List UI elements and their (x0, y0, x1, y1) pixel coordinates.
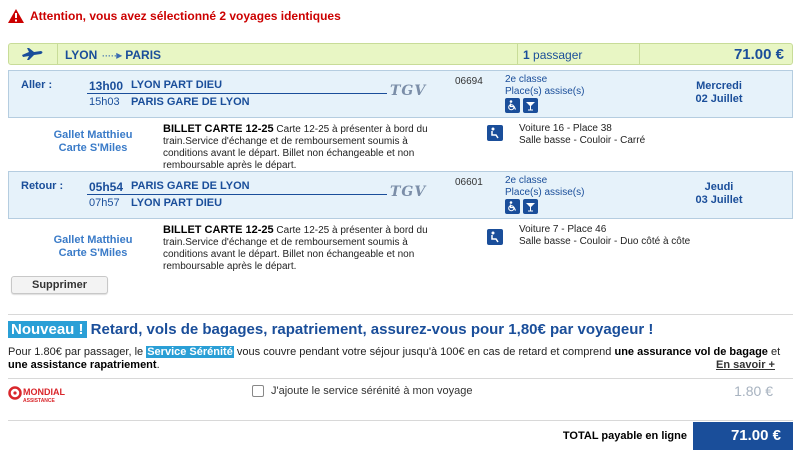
fare-description: Carte 12-25 à présenter à bord du train.Service d'échange et de remboursement soumis à conditions avant le départ. Billet non échangeable et non remboursable après le départ. (163, 225, 428, 272)
bar-cocktail-icon (523, 98, 538, 113)
learn-more-link[interactable]: En savoir + (715, 359, 775, 371)
wheelchair-icon (505, 98, 520, 113)
transport-icon (19, 47, 45, 63)
travel-day-date: 02 Juillet (695, 93, 743, 105)
seat-icon (487, 229, 503, 245)
passenger-count (523, 48, 582, 62)
travel-class: 2e classe (505, 175, 548, 186)
seat-location: Voiture 16 - Place 38 (519, 123, 612, 134)
fare-title: BILLET CARTE 12-25 (163, 224, 274, 236)
travel-class: 2e classe (505, 74, 548, 85)
warning-triangle-icon (8, 9, 24, 23)
promo-title-text: Retard, vols de bagages, rapatriement, assurez-vous pour 1,80€ par voyageur ! (86, 321, 654, 338)
tgv-logo: TGV (390, 83, 427, 99)
travel-day: Mercredi (696, 80, 742, 92)
promo-text-2: vous couvre pendant votre séjour jusqu'à 100€ en cas de retard et comprend (233, 346, 615, 358)
logo-brand-sub: ASSISTANCE (23, 398, 55, 404)
seat-details: Salle basse - Couloir - Carré (519, 135, 646, 146)
passenger-name: Gallet Matthieu (53, 234, 133, 246)
leg-label: Aller : (21, 79, 53, 91)
new-badge: Nouveau ! (8, 321, 87, 338)
mondial-assistance-logo (8, 383, 80, 405)
passenger-name: Gallet Matthieu (53, 129, 133, 141)
passenger-name-card (38, 234, 148, 260)
passenger-card: Carte S'Miles (58, 142, 128, 154)
total-label: TOTAL payable en ligne (562, 430, 687, 442)
divider (8, 314, 793, 315)
warning-text: Attention, vous avez sélectionné 2 voyages identiques (30, 9, 341, 23)
wheelchair-icon (505, 199, 520, 214)
arrival-station: LYON PART DIEU (131, 197, 223, 209)
promo-text-and: et (767, 346, 781, 358)
serenite-option[interactable] (252, 385, 472, 397)
arrival-time: 15h03 (89, 96, 120, 108)
promo-bold-1: une assurance vol de bagage (614, 346, 768, 358)
service-icons (505, 98, 538, 113)
seat-info (519, 123, 645, 147)
class-info (505, 175, 584, 199)
logo-brand: MONDIAL (23, 387, 65, 397)
promo-text-1: Pour 1.80€ par passager, le (8, 346, 147, 358)
promo-text-end: . (156, 359, 160, 371)
promo-headline (8, 321, 653, 338)
departure-station: PARIS GARE DE LYON (131, 180, 250, 192)
promo-bold-2: une assistance rapatriement (8, 359, 157, 371)
separator (639, 44, 640, 64)
tgv-logo: TGV (390, 184, 427, 200)
departure-time: 05h54 (89, 180, 124, 194)
total-amount: 71.00 € (693, 422, 793, 450)
serenite-checkbox-label: J'ajoute le service sérénité à mon voyage (271, 385, 473, 397)
seat-location: Voiture 7 - Place 46 (519, 224, 607, 235)
divider (8, 378, 793, 379)
seat-type: Place(s) assise(s) (505, 187, 585, 198)
route-line (87, 194, 387, 195)
return-leg (8, 171, 793, 219)
promo-description (8, 346, 793, 372)
route-summary-bar (8, 43, 793, 65)
total-row (8, 420, 793, 450)
fare-conditions (163, 123, 443, 172)
leg-label: Retour : (21, 180, 64, 192)
route-label (65, 48, 161, 62)
train-number: 06601 (455, 177, 483, 188)
fare-conditions (163, 224, 443, 273)
travel-date (689, 181, 749, 207)
fare-title: BILLET CARTE 12-25 (163, 123, 274, 135)
route-price: 71.00 € (733, 46, 784, 63)
fare-description: Carte 12-25 à présenter à bord du train.Service d'échange et de remboursement soumis à conditions avant le départ. Billet non échangeable et non remboursable après le départ. (163, 124, 428, 171)
departure-time: 13h00 (89, 79, 124, 93)
seat-details: Salle basse - Couloir - Duo côté à côte (519, 236, 691, 247)
service-serenite-label: Service Sérénité (147, 346, 233, 358)
passenger-card: Carte S'Miles (58, 247, 128, 259)
seat-type: Place(s) assise(s) (505, 86, 585, 97)
option-price: 1.80 € (734, 383, 773, 399)
outbound-leg (8, 70, 793, 118)
passenger-number: 1 (523, 48, 530, 62)
travel-date (689, 80, 749, 106)
route-origin: LYON (65, 48, 98, 62)
train-number: 06694 (455, 76, 483, 87)
bar-cocktail-icon (523, 199, 538, 214)
passenger-name-card (38, 129, 148, 155)
delete-button[interactable]: Supprimer (11, 276, 108, 294)
separator (517, 44, 518, 64)
route-line (87, 93, 387, 94)
seat-info (519, 224, 690, 248)
arrival-time: 07h57 (89, 197, 120, 209)
route-arrow-icon: ·····▸ (101, 48, 122, 62)
departure-station: LYON PART DIEU (131, 79, 223, 91)
serenite-checkbox[interactable] (252, 385, 264, 397)
travel-day-date: 03 Juillet (695, 194, 743, 206)
route-destination: PARIS (125, 48, 162, 62)
seat-icon (487, 125, 503, 141)
class-info (505, 74, 584, 98)
separator (57, 44, 58, 64)
passenger-label: passager (533, 48, 583, 62)
duplicate-warning (8, 8, 341, 24)
travel-day: Jeudi (704, 181, 734, 193)
arrival-station: PARIS GARE DE LYON (131, 96, 250, 108)
service-icons (505, 199, 538, 214)
